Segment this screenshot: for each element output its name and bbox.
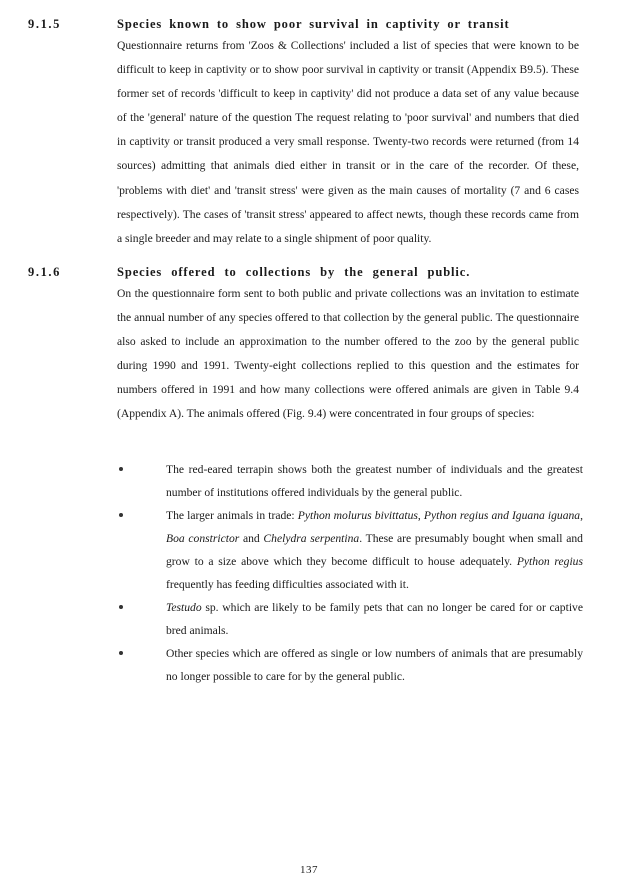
section-number: 9.1.6 [28,265,61,279]
species-name: Boa constrictor [166,532,240,545]
bullet-text: The red-eared terrapin shows both the greatest number of individuals and the greatest number of institutions offered individuals by the general public. [166,463,583,499]
species-name: Python regius and Iguana iguana [423,509,581,522]
species-name: Python regius [516,555,583,568]
list-item [117,458,583,504]
list-item [117,596,583,642]
species-name: Chelydra serpentina [263,532,360,545]
bullet-icon [119,605,123,609]
bullet-icon [119,513,123,517]
list-item [117,504,583,596]
section-paragraph: Questionnaire returns from 'Zoos & Collections' included a list of species that were known to be difficult to keep in captivity or to show poor survival in captivity or transit (Appendix B9.5). These former set of records 'difficult to keep in captivity' did not produce a data set of any value because of the 'general' nature of the question The request relating to 'poor survival' and numbers that died in captivity or transit produced a very small response. Twenty-two records were returned (from 14 sources) admitting that animals died either in transit or in the care of the recorder. Of these, 'problems with diet' and 'transit stress' were given as the main causes of mortality (7 and 6 cases respectively). The cases of 'transit stress' appeared to affect newts, though these records came from a single breeder and may relate to a single shipment of poor quality. [117,39,579,245]
bullet-text: Other species which are offered as single or low numbers of animals that are presumably no longer possible to care for by the general public. [166,647,583,683]
bullet-text: sp. which are likely to be family pets that can no longer be cared for or captive bred animals. [166,601,583,637]
bullet-icon [119,651,123,655]
separator: , [417,509,424,522]
bullet-text: The larger animals in trade: [166,509,298,522]
separator: and [239,532,264,545]
bullet-text: . These are presumably bought when small and grow to a size above which they become difficult to house adequately. [166,532,583,568]
section-number: 9.1.5 [28,17,61,31]
section-paragraph: On the questionnaire form sent to both public and private collections was an invitation to estimate the annual number of any species offered to that collection by the general public. The questionnaire also asked to include an approximation to the number offered to the zoo by the general public during 1990 and 1991. Twenty-eight collections replied to this question and the estimates for numbers offered in 1991 and how many collections were offered animals are given in Table 9.4 (Appendix A). The animals offered (Fig. 9.4) were concentrated in four groups of species: [117,287,579,421]
section-heading: Species offered to collections by the general public. [117,265,471,279]
species-name: Python molurus bivittatus [297,509,418,522]
species-group-list [117,458,583,688]
page-number: 137 [300,864,318,876]
species-name: Testudo [166,601,202,614]
list-item [117,642,583,688]
bullet-text: frequently has feeding difficulties associated with it. [166,578,409,591]
separator: , [580,509,583,522]
section-heading: Species known to show poor survival in captivity or transit [117,17,510,31]
bullet-icon [119,467,123,471]
